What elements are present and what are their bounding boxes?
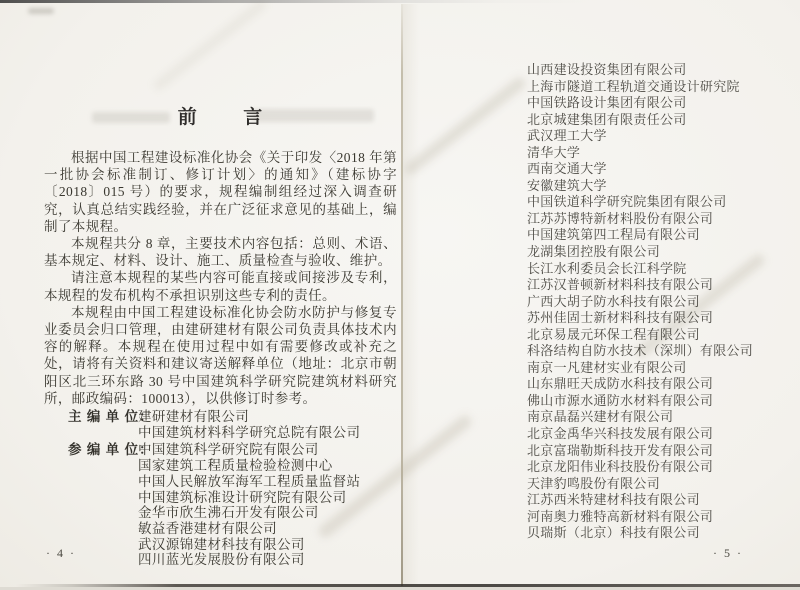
- organization-name: 山东鼎旺天成防水科技有限公司: [527, 376, 714, 392]
- organization-name: 北京易晟元环保工程有限公司: [527, 326, 700, 342]
- page-number-left: · 4 ·: [46, 546, 76, 560]
- foreword-paragraph: 本规程共分 8 章，主要技术内容包括：总则、术语、基本规定、材料、设计、施工、质量检查与验收、维护。: [44, 236, 397, 269]
- organization-name: 江苏汉普顿新材料科技有限公司: [527, 277, 714, 293]
- organization-name: 中国建筑材料科学研究总院有限公司: [138, 424, 361, 440]
- foreword-content: [44, 0, 397, 568]
- organization-name: 科洛结构自防水技术（深圳）有限公司: [527, 343, 754, 359]
- organization-name: 建研建材有限公司: [138, 409, 250, 425]
- organization-name: 清华大学: [527, 144, 581, 160]
- page-right: [403, 0, 800, 590]
- organization-name: 中国铁道科学研究院集团有限公司: [527, 194, 727, 210]
- participant-items: [138, 442, 397, 568]
- organization-name: 安徽建筑大学: [527, 177, 607, 193]
- organization-name: 佛山市源水通防水材料有限公司: [527, 392, 714, 408]
- participant-list-continued: [527, 62, 793, 542]
- participant-label: 参 编 单 位：: [68, 442, 154, 458]
- organization-name: 江苏西米特建材科技有限公司: [527, 492, 700, 508]
- participant-group: [44, 442, 397, 568]
- page-number-right: · 5 ·: [713, 546, 743, 560]
- organization-name: 中国建筑科学研究院有限公司: [138, 442, 319, 458]
- page-fold-shadow: [403, 4, 419, 586]
- chief-editor-label: 主 编 单 位：: [68, 409, 154, 425]
- organization-name: 天津豹鸣股份有限公司: [527, 475, 661, 491]
- foreword-paragraphs: [44, 149, 397, 407]
- scan-top-edge: [0, 0, 800, 3]
- page-title: 前 言: [177, 107, 264, 128]
- organization-name: 四川蓝光发展股份有限公司: [138, 552, 305, 568]
- organization-name: 贝瑞斯（北京）科技有限公司: [527, 525, 700, 541]
- organization-name: 河南奥力雅特高新材料有限公司: [527, 508, 714, 524]
- organization-name: 北京城建集团有限责任公司: [527, 111, 687, 127]
- foreword-paragraph: 本规程由中国工程建设标准化协会防水防护与修复专业委员会归口管理，由建研建材有限公司负责具体技术内容的解释。本规程在使用过程中如有需要修改或补充之处，请将有关资料和建议寄送解释单位（地址：北京市朝阳区北三环东路 30 号中国建筑科学研究院建筑材料研究所，邮政编码：100013），以供修订时参考。: [44, 304, 397, 406]
- foreword-paragraph: 请注意本规程的某些内容可能直接或间接涉及专利，本规程的发布机构不承担识别这些专利的责任。: [44, 270, 397, 303]
- organization-name: 江苏苏博特新材料股份有限公司: [527, 210, 714, 226]
- foreword-paragraph: 根据中国工程建设标准化协会《关于印发〈2018 年第一批协会标准制订、修订计划〉的通知》（建标协字〔2018〕015 号）的要求，规程编制组经过深入调查研究，认真总结实践经验，并在广泛征求意见的基础上，编制了本规程。: [44, 150, 397, 234]
- organization-name: 广西大胡子防水科技有限公司: [527, 293, 700, 309]
- organization-name: 上海市隧道工程轨道交通设计研究院: [527, 78, 740, 94]
- organization-name: 山西建设投资集团有限公司: [527, 62, 687, 77]
- organization-name: 敏益香港建材有限公司: [138, 520, 277, 536]
- chief-editor-group: [44, 409, 397, 440]
- organization-name: 北京金禹华兴科技发展有限公司: [527, 426, 714, 442]
- organization-name: 南京晶磊兴建材有限公司: [527, 409, 674, 425]
- organization-name: 中国铁路设计集团有限公司: [527, 95, 687, 111]
- organization-name: 中国建筑标准设计研究院有限公司: [138, 489, 347, 505]
- organization-name: 南京一凡建材实业有限公司: [527, 359, 687, 375]
- organization-name: 国家建筑工程质量检验检测中心: [138, 458, 333, 474]
- organization-name: 北京龙阳伟业科技股份有限公司: [527, 459, 714, 475]
- organization-name: 金华市欣生沸石开发有限公司: [138, 505, 319, 521]
- organization-name: 武汉理工大学: [527, 128, 607, 144]
- chief-editor-items: [138, 409, 397, 440]
- organization-name: 中国建筑第四工程局有限公司: [527, 227, 700, 243]
- organization-name: 中国人民解放军海军工程质量监督站: [138, 473, 361, 489]
- organization-name: 龙湖集团控股有限公司: [527, 244, 661, 260]
- organization-name: 苏州佳固士新材料科技有限公司: [527, 310, 714, 326]
- organization-name: 北京富瑞勒斯科技开发有限公司: [527, 442, 714, 458]
- organization-name: 武汉源锦建材科技有限公司: [138, 536, 305, 552]
- organization-name: 长江水利委员会长江科学院: [527, 260, 687, 276]
- organization-name: 西南交通大学: [527, 161, 607, 177]
